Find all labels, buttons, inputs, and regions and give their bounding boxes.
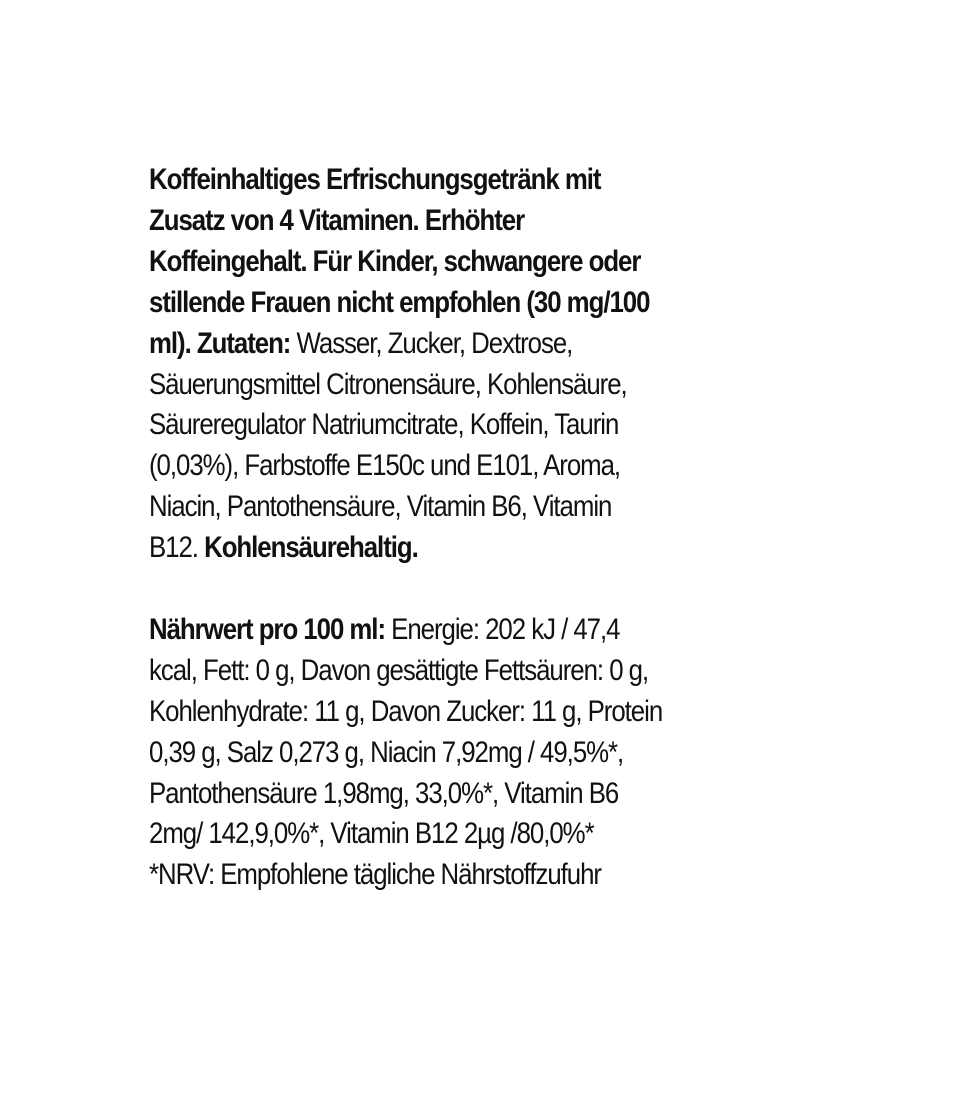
carbonated-notice: Kohlensäurehaltig.: [204, 531, 418, 565]
ingredients-list: Wasser, Zucker, Dextrose, Säuerungsmittel Citronensäure, Kohlensäure, Säureregulator Natriumcitrate, Koffein, Taurin (0,03%), Farbstoffe E150c und E101, Aroma, Niacin, Pantothensäure, Vitamin B6, Vitamin B12.: [149, 326, 627, 565]
product-description: Koffeinhaltiges Erfrischungsgetränk mit Zusatz von 4 Vitaminen. Erhöhter Koffeingehalt. Für Kinder, schwangere oder stillende Frauen nicht empfohlen (30 mg/100 ml). Zutaten:: [149, 163, 650, 360]
nutrition-values: Energie: 202 kJ / 47,4 kcal, Fett: 0 g, Davon gesättigte Fettsäuren: 0 g, Kohlenhydrate: 11 g, Davon Zucker: 11 g, Protein 0,39 g, Salz 0,273 g, Niacin 7,92mg / 49,5%*, Pantothensäure 1,98mg, 33,0%*, Vitamin B6 2mg/ 142,9,0%*, Vitamin B12 2µg /80,0%*: [149, 612, 663, 851]
nrv-footnote: *NRV: Empfohlene tägliche Nährstoffzufuhr: [149, 858, 601, 892]
nutrition-heading: Nährwert pro 100 ml:: [149, 612, 386, 646]
ingredients-paragraph: [149, 160, 665, 569]
product-label-text: [149, 160, 665, 896]
nutrition-paragraph: [149, 610, 665, 896]
